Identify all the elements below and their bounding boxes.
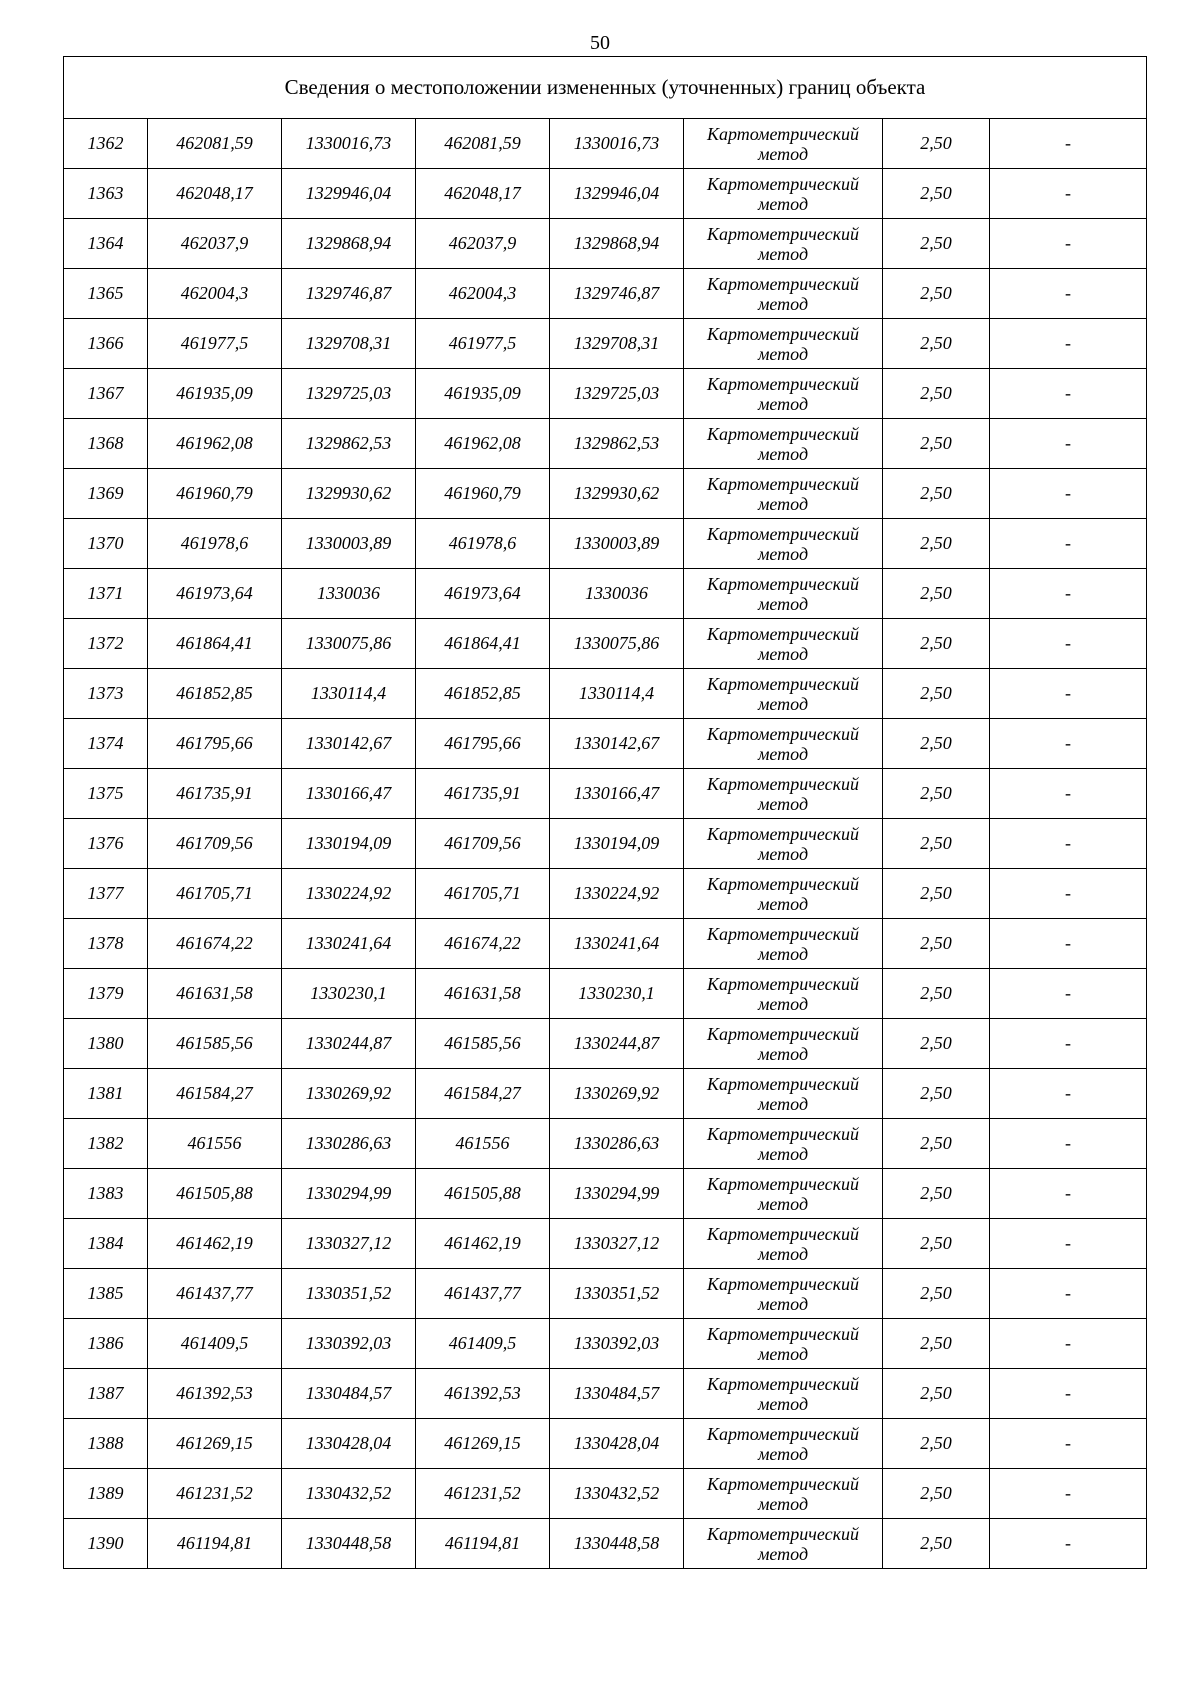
y-refined-cell: 1329946,04: [550, 169, 684, 219]
precision-cell: 2,50: [883, 269, 990, 319]
precision-cell: 2,50: [883, 169, 990, 219]
y-refined-cell: 1330224,92: [550, 869, 684, 919]
x-existing-cell: 462048,17: [148, 169, 282, 219]
y-existing-cell: 1330244,87: [282, 1019, 416, 1069]
y-existing-cell: 1329746,87: [282, 269, 416, 319]
extra-cell: -: [990, 319, 1147, 369]
x-existing-cell: 461556: [148, 1119, 282, 1169]
precision-cell: 2,50: [883, 1019, 990, 1069]
x-refined-cell: 461978,6: [416, 519, 550, 569]
precision-cell: 2,50: [883, 769, 990, 819]
y-refined-cell: 1330166,47: [550, 769, 684, 819]
y-existing-cell: 1330224,92: [282, 869, 416, 919]
table-title: Сведения о местоположении измененных (уточненных) границ объекта: [64, 57, 1147, 119]
y-refined-cell: 1330230,1: [550, 969, 684, 1019]
table-row: [64, 419, 1147, 469]
point-number-cell: 1367: [64, 369, 148, 419]
y-existing-cell: 1330036: [282, 569, 416, 619]
extra-cell: -: [990, 969, 1147, 1019]
x-refined-cell: 462004,3: [416, 269, 550, 319]
point-number-cell: 1370: [64, 519, 148, 569]
y-existing-cell: 1330448,58: [282, 1519, 416, 1569]
table-row: [64, 319, 1147, 369]
point-number-cell: 1369: [64, 469, 148, 519]
precision-cell: 2,50: [883, 969, 990, 1019]
x-refined-cell: 461556: [416, 1119, 550, 1169]
point-number-cell: 1382: [64, 1119, 148, 1169]
y-existing-cell: 1329868,94: [282, 219, 416, 269]
x-refined-cell: 461735,91: [416, 769, 550, 819]
x-existing-cell: 461631,58: [148, 969, 282, 1019]
y-refined-cell: 1329725,03: [550, 369, 684, 419]
precision-cell: 2,50: [883, 1169, 990, 1219]
method-cell: Картометрический метод: [684, 569, 883, 619]
point-number-cell: 1378: [64, 919, 148, 969]
y-existing-cell: 1329708,31: [282, 319, 416, 369]
y-existing-cell: 1330327,12: [282, 1219, 416, 1269]
point-number-cell: 1375: [64, 769, 148, 819]
y-refined-cell: 1330241,64: [550, 919, 684, 969]
x-refined-cell: 461409,5: [416, 1319, 550, 1369]
x-refined-cell: 461392,53: [416, 1369, 550, 1419]
point-number-cell: 1389: [64, 1469, 148, 1519]
extra-cell: -: [990, 869, 1147, 919]
extra-cell: -: [990, 1519, 1147, 1569]
precision-cell: 2,50: [883, 719, 990, 769]
precision-cell: 2,50: [883, 869, 990, 919]
y-refined-cell: 1329708,31: [550, 319, 684, 369]
point-number-cell: 1385: [64, 1269, 148, 1319]
extra-cell: -: [990, 1069, 1147, 1119]
x-existing-cell: 461960,79: [148, 469, 282, 519]
precision-cell: 2,50: [883, 619, 990, 669]
extra-cell: -: [990, 1319, 1147, 1369]
x-refined-cell: 461194,81: [416, 1519, 550, 1569]
point-number-cell: 1380: [64, 1019, 148, 1069]
precision-cell: 2,50: [883, 469, 990, 519]
method-cell: Картометрический метод: [684, 419, 883, 469]
x-refined-cell: 461973,64: [416, 569, 550, 619]
method-cell: Картометрический метод: [684, 1419, 883, 1469]
x-refined-cell: 462037,9: [416, 219, 550, 269]
y-refined-cell: 1330244,87: [550, 1019, 684, 1069]
method-cell: Картометрический метод: [684, 1519, 883, 1569]
y-existing-cell: 1330230,1: [282, 969, 416, 1019]
y-existing-cell: 1330114,4: [282, 669, 416, 719]
x-existing-cell: 461231,52: [148, 1469, 282, 1519]
extra-cell: -: [990, 1269, 1147, 1319]
point-number-cell: 1384: [64, 1219, 148, 1269]
point-number-cell: 1388: [64, 1419, 148, 1469]
extra-cell: -: [990, 819, 1147, 869]
x-existing-cell: 461973,64: [148, 569, 282, 619]
point-number-cell: 1386: [64, 1319, 148, 1369]
precision-cell: 2,50: [883, 1319, 990, 1369]
table-row: [64, 469, 1147, 519]
table-row: [64, 1119, 1147, 1169]
y-refined-cell: 1329868,94: [550, 219, 684, 269]
point-number-cell: 1387: [64, 1369, 148, 1419]
point-number-cell: 1368: [64, 419, 148, 469]
method-cell: Картометрический метод: [684, 269, 883, 319]
point-number-cell: 1374: [64, 719, 148, 769]
y-refined-cell: 1330351,52: [550, 1269, 684, 1319]
precision-cell: 2,50: [883, 319, 990, 369]
x-refined-cell: 461960,79: [416, 469, 550, 519]
table-row: [64, 719, 1147, 769]
table-header-row: [64, 57, 1147, 119]
method-cell: Картометрический метод: [684, 219, 883, 269]
precision-cell: 2,50: [883, 569, 990, 619]
point-number-cell: 1381: [64, 1069, 148, 1119]
method-cell: Картометрический метод: [684, 369, 883, 419]
table-row: [64, 1369, 1147, 1419]
y-refined-cell: 1330003,89: [550, 519, 684, 569]
x-refined-cell: 461935,09: [416, 369, 550, 419]
table-row: [64, 519, 1147, 569]
y-refined-cell: 1330432,52: [550, 1469, 684, 1519]
point-number-cell: 1379: [64, 969, 148, 1019]
y-existing-cell: 1330166,47: [282, 769, 416, 819]
x-existing-cell: 461795,66: [148, 719, 282, 769]
y-existing-cell: 1330016,73: [282, 119, 416, 169]
x-existing-cell: 461194,81: [148, 1519, 282, 1569]
precision-cell: 2,50: [883, 919, 990, 969]
precision-cell: 2,50: [883, 119, 990, 169]
y-refined-cell: 1330114,4: [550, 669, 684, 719]
precision-cell: 2,50: [883, 669, 990, 719]
method-cell: Картометрический метод: [684, 719, 883, 769]
y-existing-cell: 1330351,52: [282, 1269, 416, 1319]
table-body: [64, 57, 1147, 1569]
table-row: [64, 1319, 1147, 1369]
method-cell: Картометрический метод: [684, 1469, 883, 1519]
extra-cell: -: [990, 1119, 1147, 1169]
x-existing-cell: 461585,56: [148, 1019, 282, 1069]
table-row: [64, 1269, 1147, 1319]
point-number-cell: 1373: [64, 669, 148, 719]
extra-cell: -: [990, 919, 1147, 969]
table-row: [64, 819, 1147, 869]
y-refined-cell: 1329746,87: [550, 269, 684, 319]
method-cell: Картометрический метод: [684, 1019, 883, 1069]
extra-cell: -: [990, 1419, 1147, 1469]
table-row: [64, 1519, 1147, 1569]
extra-cell: -: [990, 619, 1147, 669]
precision-cell: 2,50: [883, 1069, 990, 1119]
precision-cell: 2,50: [883, 1269, 990, 1319]
y-existing-cell: 1330075,86: [282, 619, 416, 669]
method-cell: Картометрический метод: [684, 819, 883, 869]
x-refined-cell: 461462,19: [416, 1219, 550, 1269]
method-cell: Картометрический метод: [684, 919, 883, 969]
y-refined-cell: 1330075,86: [550, 619, 684, 669]
point-number-cell: 1371: [64, 569, 148, 619]
table-row: [64, 1169, 1147, 1219]
point-number-cell: 1372: [64, 619, 148, 669]
extra-cell: -: [990, 169, 1147, 219]
x-existing-cell: 461674,22: [148, 919, 282, 969]
point-number-cell: 1377: [64, 869, 148, 919]
x-refined-cell: 461269,15: [416, 1419, 550, 1469]
x-existing-cell: 462004,3: [148, 269, 282, 319]
x-existing-cell: 461437,77: [148, 1269, 282, 1319]
y-refined-cell: 1330327,12: [550, 1219, 684, 1269]
extra-cell: -: [990, 769, 1147, 819]
method-cell: Картометрический метод: [684, 1219, 883, 1269]
x-existing-cell: 462037,9: [148, 219, 282, 269]
y-refined-cell: 1330142,67: [550, 719, 684, 769]
method-cell: Картометрический метод: [684, 1069, 883, 1119]
table-row: [64, 169, 1147, 219]
table-row: [64, 969, 1147, 1019]
point-number-cell: 1363: [64, 169, 148, 219]
x-refined-cell: 461505,88: [416, 1169, 550, 1219]
x-refined-cell: 461705,71: [416, 869, 550, 919]
method-cell: Картометрический метод: [684, 1369, 883, 1419]
table-row: [64, 1469, 1147, 1519]
precision-cell: 2,50: [883, 1469, 990, 1519]
precision-cell: 2,50: [883, 1119, 990, 1169]
y-refined-cell: 1330448,58: [550, 1519, 684, 1569]
method-cell: Картометрический метод: [684, 769, 883, 819]
table-row: [64, 1419, 1147, 1469]
y-existing-cell: 1330286,63: [282, 1119, 416, 1169]
y-existing-cell: 1330428,04: [282, 1419, 416, 1469]
x-refined-cell: 461795,66: [416, 719, 550, 769]
x-existing-cell: 461409,5: [148, 1319, 282, 1369]
x-refined-cell: 461709,56: [416, 819, 550, 869]
y-existing-cell: 1330003,89: [282, 519, 416, 569]
table-row: [64, 919, 1147, 969]
y-existing-cell: 1330142,67: [282, 719, 416, 769]
x-existing-cell: 461864,41: [148, 619, 282, 669]
x-existing-cell: 461392,53: [148, 1369, 282, 1419]
y-refined-cell: 1330428,04: [550, 1419, 684, 1469]
x-refined-cell: 461864,41: [416, 619, 550, 669]
y-refined-cell: 1330286,63: [550, 1119, 684, 1169]
extra-cell: -: [990, 219, 1147, 269]
precision-cell: 2,50: [883, 1219, 990, 1269]
x-refined-cell: 461631,58: [416, 969, 550, 1019]
y-existing-cell: 1329862,53: [282, 419, 416, 469]
method-cell: Картометрический метод: [684, 619, 883, 669]
point-number-cell: 1364: [64, 219, 148, 269]
table-row: [64, 1069, 1147, 1119]
y-existing-cell: 1330269,92: [282, 1069, 416, 1119]
extra-cell: -: [990, 1169, 1147, 1219]
method-cell: Картометрический метод: [684, 1319, 883, 1369]
table-row: [64, 369, 1147, 419]
page-number: 50: [590, 32, 610, 54]
x-existing-cell: 461735,91: [148, 769, 282, 819]
y-existing-cell: 1330294,99: [282, 1169, 416, 1219]
y-existing-cell: 1329930,62: [282, 469, 416, 519]
precision-cell: 2,50: [883, 219, 990, 269]
table-row: [64, 669, 1147, 719]
x-existing-cell: 461462,19: [148, 1219, 282, 1269]
point-number-cell: 1383: [64, 1169, 148, 1219]
table-row: [64, 269, 1147, 319]
table-row: [64, 119, 1147, 169]
extra-cell: -: [990, 469, 1147, 519]
method-cell: Картометрический метод: [684, 119, 883, 169]
table-row: [64, 869, 1147, 919]
x-existing-cell: 461935,09: [148, 369, 282, 419]
extra-cell: -: [990, 419, 1147, 469]
extra-cell: -: [990, 669, 1147, 719]
y-existing-cell: 1330241,64: [282, 919, 416, 969]
y-existing-cell: 1329725,03: [282, 369, 416, 419]
x-refined-cell: 461674,22: [416, 919, 550, 969]
method-cell: Картометрический метод: [684, 469, 883, 519]
table-row: [64, 619, 1147, 669]
extra-cell: -: [990, 269, 1147, 319]
x-refined-cell: 461962,08: [416, 419, 550, 469]
extra-cell: -: [990, 719, 1147, 769]
x-existing-cell: 461584,27: [148, 1069, 282, 1119]
y-existing-cell: 1329946,04: [282, 169, 416, 219]
point-number-cell: 1376: [64, 819, 148, 869]
y-refined-cell: 1329930,62: [550, 469, 684, 519]
precision-cell: 2,50: [883, 1419, 990, 1469]
x-existing-cell: 461852,85: [148, 669, 282, 719]
y-refined-cell: 1330016,73: [550, 119, 684, 169]
x-existing-cell: 461962,08: [148, 419, 282, 469]
precision-cell: 2,50: [883, 419, 990, 469]
method-cell: Картометрический метод: [684, 319, 883, 369]
method-cell: Картометрический метод: [684, 1269, 883, 1319]
x-refined-cell: 461977,5: [416, 319, 550, 369]
extra-cell: -: [990, 1219, 1147, 1269]
table-row: [64, 1219, 1147, 1269]
table-row: [64, 1019, 1147, 1069]
x-refined-cell: 462048,17: [416, 169, 550, 219]
table-row: [64, 569, 1147, 619]
y-existing-cell: 1330484,57: [282, 1369, 416, 1419]
x-existing-cell: 461269,15: [148, 1419, 282, 1469]
method-cell: Картометрический метод: [684, 169, 883, 219]
y-refined-cell: 1330269,92: [550, 1069, 684, 1119]
y-existing-cell: 1330392,03: [282, 1319, 416, 1369]
precision-cell: 2,50: [883, 1519, 990, 1569]
method-cell: Картометрический метод: [684, 969, 883, 1019]
precision-cell: 2,50: [883, 1369, 990, 1419]
x-existing-cell: 461709,56: [148, 819, 282, 869]
x-refined-cell: 461231,52: [416, 1469, 550, 1519]
point-number-cell: 1390: [64, 1519, 148, 1569]
x-existing-cell: 461505,88: [148, 1169, 282, 1219]
y-refined-cell: 1330036: [550, 569, 684, 619]
x-existing-cell: 461705,71: [148, 869, 282, 919]
y-refined-cell: 1330484,57: [550, 1369, 684, 1419]
x-existing-cell: 462081,59: [148, 119, 282, 169]
table-row: [64, 219, 1147, 269]
x-refined-cell: 461852,85: [416, 669, 550, 719]
y-refined-cell: 1329862,53: [550, 419, 684, 469]
x-existing-cell: 461978,6: [148, 519, 282, 569]
method-cell: Картометрический метод: [684, 1169, 883, 1219]
extra-cell: -: [990, 519, 1147, 569]
y-existing-cell: 1330432,52: [282, 1469, 416, 1519]
y-refined-cell: 1330392,03: [550, 1319, 684, 1369]
extra-cell: -: [990, 369, 1147, 419]
point-number-cell: 1362: [64, 119, 148, 169]
precision-cell: 2,50: [883, 519, 990, 569]
y-existing-cell: 1330194,09: [282, 819, 416, 869]
precision-cell: 2,50: [883, 369, 990, 419]
point-number-cell: 1366: [64, 319, 148, 369]
x-refined-cell: 462081,59: [416, 119, 550, 169]
y-refined-cell: 1330194,09: [550, 819, 684, 869]
method-cell: Картометрический метод: [684, 519, 883, 569]
method-cell: Картометрический метод: [684, 1119, 883, 1169]
boundary-table: [63, 56, 1147, 1569]
point-number-cell: 1365: [64, 269, 148, 319]
y-refined-cell: 1330294,99: [550, 1169, 684, 1219]
extra-cell: -: [990, 569, 1147, 619]
x-refined-cell: 461584,27: [416, 1069, 550, 1119]
extra-cell: -: [990, 1369, 1147, 1419]
precision-cell: 2,50: [883, 819, 990, 869]
method-cell: Картометрический метод: [684, 669, 883, 719]
x-refined-cell: 461437,77: [416, 1269, 550, 1319]
extra-cell: -: [990, 1019, 1147, 1069]
x-existing-cell: 461977,5: [148, 319, 282, 369]
method-cell: Картометрический метод: [684, 869, 883, 919]
table-row: [64, 769, 1147, 819]
x-refined-cell: 461585,56: [416, 1019, 550, 1069]
extra-cell: -: [990, 119, 1147, 169]
extra-cell: -: [990, 1469, 1147, 1519]
